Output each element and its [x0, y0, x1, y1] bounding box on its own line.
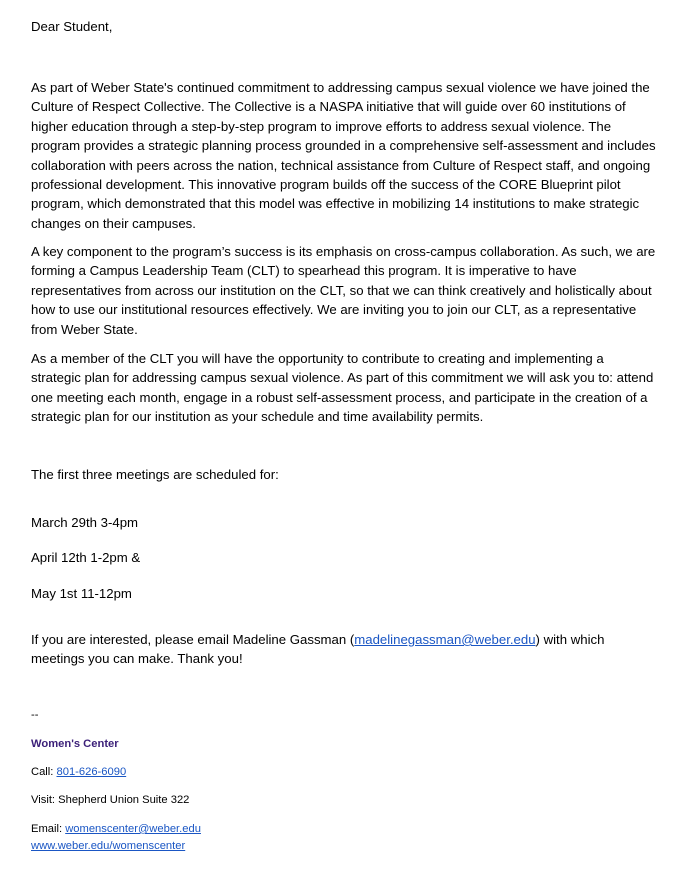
- closing-text-before: If you are interested, please email Madeline Gassman (: [31, 632, 355, 647]
- closing-paragraph: [31, 630, 656, 669]
- email-label: Email:: [31, 823, 66, 835]
- womens-center-email-link[interactable]: womenscenter@weber.edu: [65, 823, 201, 835]
- call-label: Call:: [31, 766, 57, 778]
- signature-org-name: Women's Center: [31, 738, 119, 750]
- meeting-date: May 1st 11-12pm: [31, 586, 132, 601]
- signature-email: [31, 822, 201, 837]
- paragraph-intro: As part of Weber State's continued commitment to addressing campus sexual violence we have joined the Culture of Respect Collective. The Collective is a NASPA initiative that will guide over 60 institutions of higher education through a step-by-step program to improve efforts to address sexual violence. The program provides a strategic planning process grounded in a comprehensive self-assessment and includes collaboration with peers across the nation, technical assistance from Culture of Respect staff, and ongoing professional development. This innovative program builds off the success of the CORE Blueprint pilot program, which demonstrated that this model was effective in mobilizing 14 institutions to make strategic changes on their campuses.: [31, 80, 656, 231]
- phone-link[interactable]: 801-626-6090: [56, 766, 127, 778]
- signature-website: [31, 839, 185, 854]
- signature-visit: Visit: Shepherd Union Suite 322: [31, 794, 190, 806]
- schedule-intro: The first three meetings are scheduled for:: [31, 467, 279, 482]
- paragraph-commitment: As a member of the CLT you will have the opportunity to contribute to creating and implementing a strategic plan for addressing campus sexual violence. As part of this commitment we will ask you to: attend one meeting each month, engage in a robust self-assessment process, and participate in the creation of a strategic plan for our institution as your schedule and time availability permits.: [31, 351, 654, 425]
- paragraph-collaboration: A key component to the program’s success is its emphasis on cross-campus collaboration. As such, we are forming a Campus Leadership Team (CLT) to spearhead this program. It is imperative to have representatives from across our institution on the CLT, so that we can think creatively and holistically about how to use our institutional resources effectively. We are inviting you to join our CLT, as a representative from Weber State.: [31, 244, 656, 337]
- meeting-date: March 29th 3-4pm: [31, 515, 139, 530]
- meeting-date: April 12th 1-2pm &: [31, 550, 141, 565]
- signature-separator: --: [31, 709, 39, 721]
- website-link[interactable]: www.weber.edu/womenscenter: [31, 840, 186, 852]
- contact-email-link[interactable]: madelinegassman@weber.edu: [354, 632, 536, 647]
- closing-text-after: ) with which meetings you can make. Thank you!: [31, 632, 605, 667]
- signature-call: [31, 765, 126, 780]
- greeting: Dear Student,: [31, 19, 113, 34]
